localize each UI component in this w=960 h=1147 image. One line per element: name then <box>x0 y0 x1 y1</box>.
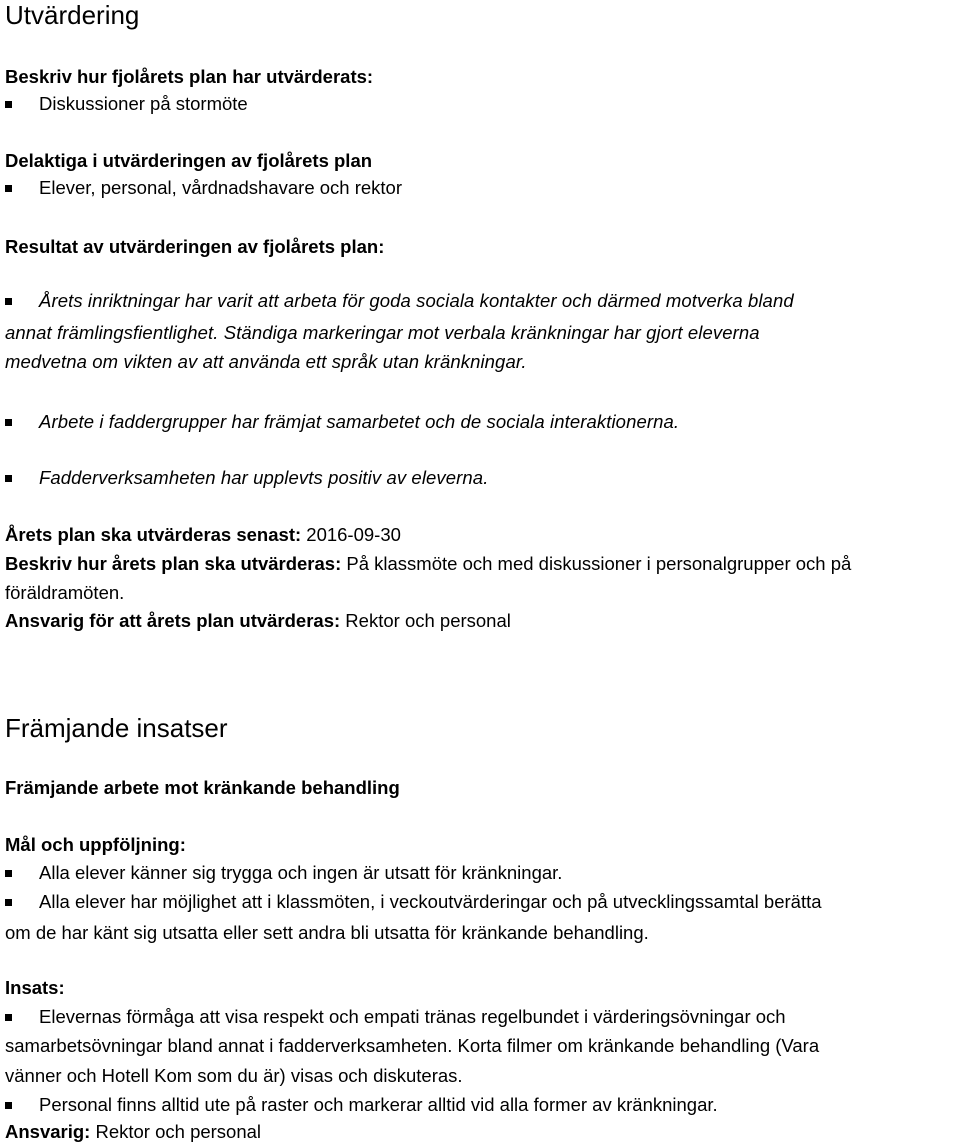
action-line: vänner och Hotell Kom som du är) visas och diskuteras. <box>5 1065 463 1086</box>
list-item: Diskussioner på stormöte <box>39 93 248 114</box>
evaluation-responsible-row <box>5 606 511 636</box>
evaluation-method-continued: föräldramöten. <box>5 582 125 603</box>
question-label: Beskriv hur fjolårets plan har utvärderats: <box>5 66 374 87</box>
square-bullet-icon <box>5 1014 12 1021</box>
result-line: medvetna om vikten av att använda ett språk utan kränkningar. <box>5 351 527 372</box>
actions-label: Insats: <box>5 977 65 998</box>
result-line: Arbete i faddergrupper har främjat samarbetet och de sociala interaktionerna. <box>39 411 680 432</box>
question-label: Resultat av utvärderingen av fjolårets plan: <box>5 236 385 257</box>
deadline-row <box>5 520 401 550</box>
section-title-evaluation: Utvärdering <box>5 0 140 30</box>
responsible-value: Rektor och personal <box>340 610 511 631</box>
action-line: Elevernas förmåga att visa respekt och empati tränas regelbundet i värderingsövningar och <box>39 1006 786 1027</box>
square-bullet-icon <box>5 475 12 482</box>
responsible-value: Rektor och personal <box>90 1121 262 1142</box>
evaluation-method-label: Beskriv hur årets plan ska utvärderas: <box>5 553 342 574</box>
action-line: Personal finns alltid ute på raster och markerar alltid vid alla former av kränkningar. <box>39 1094 718 1115</box>
square-bullet-icon <box>5 185 12 192</box>
goal-line: Alla elever har möjlighet att i klassmöten, i veckoutvärderingar och på utvecklingssamtal berätta <box>39 891 822 912</box>
result-line: Fadderverksamheten har upplevts positiv av eleverna. <box>39 467 489 488</box>
goals-label: Mål och uppföljning: <box>5 834 186 855</box>
evaluation-method-value: På klassmöte och med diskussioner i personalgrupper och på <box>341 553 852 574</box>
responsible-label: Ansvarig: <box>5 1121 91 1142</box>
section-title-promotion: Främjande insatser <box>5 713 228 743</box>
result-line: annat främlingsfientlighet. Ständiga markeringar mot verbala kränkningar har gjort eleverna <box>5 322 760 343</box>
responsible-label: Ansvarig för att årets plan utvärderas: <box>5 610 341 631</box>
goal-line: Alla elever känner sig trygga och ingen är utsatt för kränkningar. <box>39 862 563 883</box>
square-bullet-icon <box>5 101 12 108</box>
result-line: Årets inriktningar har varit att arbeta för goda sociala kontakter och därmed motverka bland <box>39 290 794 311</box>
evaluation-method-row <box>5 549 851 579</box>
deadline-label: Årets plan ska utvärderas senast: <box>5 524 302 545</box>
square-bullet-icon <box>5 870 12 877</box>
action-line: samarbetsövningar bland annat i fadderverksamheten. Korta filmer om kränkande behandling (Vara <box>5 1035 820 1056</box>
square-bullet-icon <box>5 899 12 906</box>
list-item: Elever, personal, vårdnadshavare och rektor <box>39 177 403 198</box>
goal-line: om de har känt sig utsatta eller sett andra bli utsatta för kränkande behandling. <box>5 922 649 943</box>
square-bullet-icon <box>5 419 12 426</box>
square-bullet-icon <box>5 1102 12 1109</box>
question-label: Delaktiga i utvärderingen av fjolårets plan <box>5 150 373 171</box>
square-bullet-icon <box>5 298 12 305</box>
deadline-value: 2016-09-30 <box>301 524 401 545</box>
promotion-responsible-row <box>5 1117 261 1147</box>
subsection-title: Främjande arbete mot kränkande behandling <box>5 777 400 798</box>
